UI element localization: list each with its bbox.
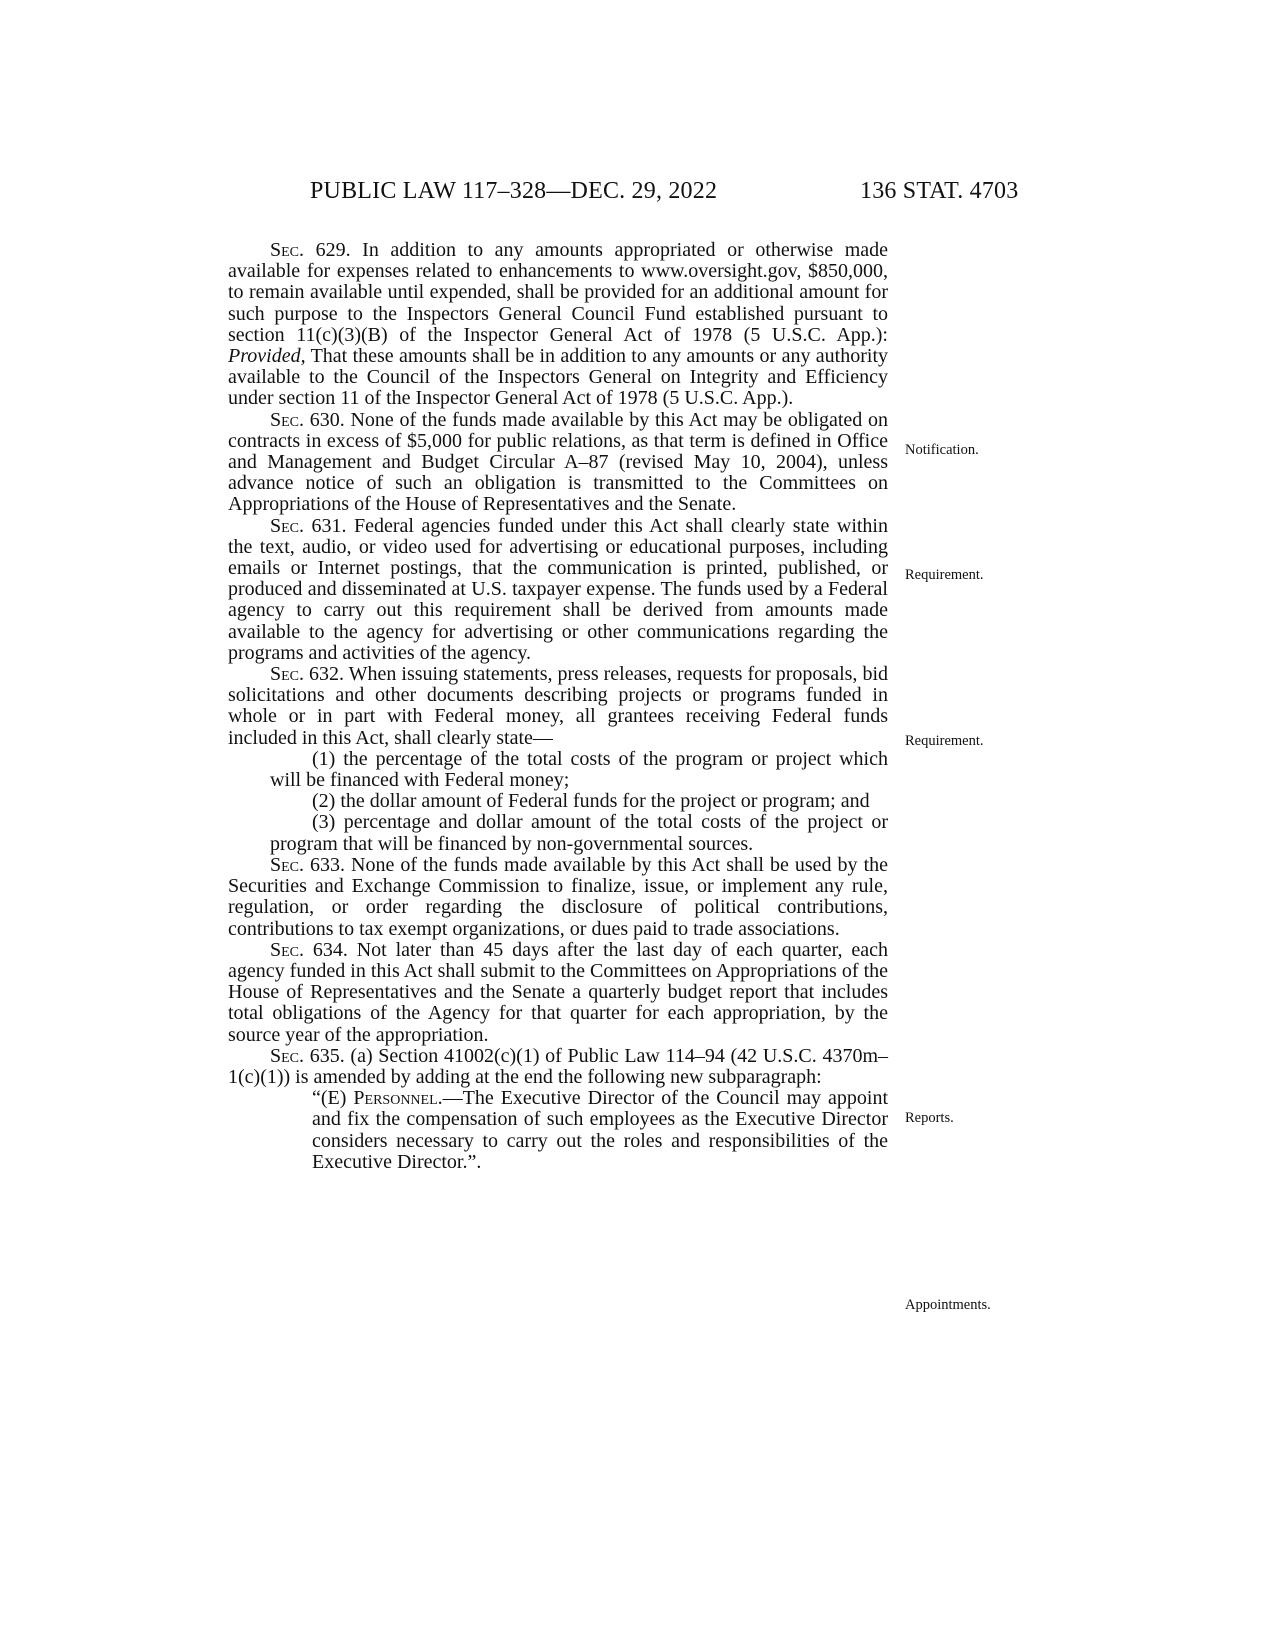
margin-note-requirement: Requirement. <box>905 567 984 583</box>
section-629 <box>228 240 888 410</box>
statute-body <box>228 240 888 1173</box>
section-632-item-3: (3) percentage and dollar amount of the total costs of the project or program that will be financed by non-governmental sources. <box>270 811 888 855</box>
provided-clause: Provided, <box>228 345 306 368</box>
running-header <box>0 178 1275 218</box>
margin-note-appointments: Appointments. <box>905 1297 991 1313</box>
section-label: Sec. 634. <box>270 938 348 961</box>
section-631 <box>228 516 888 664</box>
margin-note-reports: Reports. <box>905 1110 954 1126</box>
section-633 <box>228 855 888 940</box>
section-text: When issuing statements, press releases, requests for proposals, bid solicitations and other documents describing projects or programs funded in whole or in part with Federal money, all grantees receiving Federal funds included in this Act, shall clearly state— <box>228 663 888 749</box>
section-text: In addition to any amounts appropriated or otherwise made available for expenses related to enhancements to www.oversight.gov, $850,000, to remain available until expended, shall be provided for an additional amount for such purpose to the Inspectors General Council Fund established pursuant to section 11(c)(3)(B) of the Inspector General Act of 1978 (5 U.S.C. App.): <box>228 239 888 346</box>
section-label: Sec. 630. <box>270 408 345 431</box>
section-635-quoted-subparagraph <box>312 1088 888 1173</box>
statute-page-number: 136 STAT. 4703 <box>860 178 1019 204</box>
section-label: Sec. 635. <box>270 1044 345 1067</box>
section-label: Sec. 633. <box>270 853 346 876</box>
section-635 <box>228 1046 888 1088</box>
subparagraph-prefix: “(E) <box>312 1087 347 1110</box>
section-630 <box>228 410 888 516</box>
margin-note-notification: Notification. <box>905 442 979 458</box>
section-text: Federal agencies funded under this Act shall clearly state within the text, audio, or video used for advertising or educational purposes, including emails or Internet postings, that the communication is printed, published, or produced and disseminated at U.S. taxpayer expense. The funds used by a Federal agency to carry out this requirement shall be derived from amounts made available to the agency for advertising or other communications regarding the programs and activities of the agency. <box>228 514 888 664</box>
section-label: Sec. 631. <box>270 514 347 537</box>
section-text: None of the funds made available by this Act shall be used by the Securities and Exchange Commission to finalize, issue, or implement any rule, regulation, or order regarding the disclosure of political contributions, contributions to tax exempt organizations, or dues paid to trade associations. <box>228 853 888 940</box>
section-634 <box>228 940 888 1046</box>
section-text: Not later than 45 days after the last day of each quarter, each agency funded in this Act shall submit to the Committees on Appropriations of the House of Representatives and the Senate a quarterly budget report that includes total obligations of the Agency for that quarter for each appropriation, by the source year of the appropriation. <box>228 938 889 1046</box>
section-632 <box>228 664 888 749</box>
margin-note-requirement: Requirement. <box>905 733 984 749</box>
section-label: Sec. 629. <box>270 239 351 261</box>
public-law-title: PUBLIC LAW 117–328—DEC. 29, 2022 <box>310 178 718 204</box>
section-text: None of the funds made available by this Act may be obligated on contracts in excess of $5,000 for public relations, as that term is defined in Office and Management and Budget Circular A–87 (revised May 10, 2004), unless advance notice of such an obligation is transmitted to the Committees on Appropriations of the House of Representatives and the Senate. <box>228 408 889 516</box>
section-label: Sec. 632. <box>270 663 345 686</box>
subparagraph-text: —The Executive Director of the Council may appoint and fix the compensation of such employees as the Executive Director considers necessary to carry out the roles and responsibilities of the Executive Director.”. <box>312 1087 888 1173</box>
subparagraph-heading: Personnel. <box>353 1087 443 1110</box>
section-text-continued: That these amounts shall be in addition to any amounts or any authority available to the Council of the Inspectors General on Integrity and Efficiency under section 11 of the Inspector General Act of 1978 (5 U.S.C. App.). <box>228 345 888 410</box>
section-632-item-2: (2) the dollar amount of Federal funds for the project or program; and <box>312 790 870 813</box>
section-text: (a) Section 41002(c)(1) of Public Law 114–94 (42 U.S.C. 4370m–1(c)(1)) is amended by adding at the end the following new subparagraph: <box>228 1044 889 1088</box>
section-632-item-1: (1) the percentage of the total costs of the program or project which will be financed with Federal money; <box>270 747 888 792</box>
